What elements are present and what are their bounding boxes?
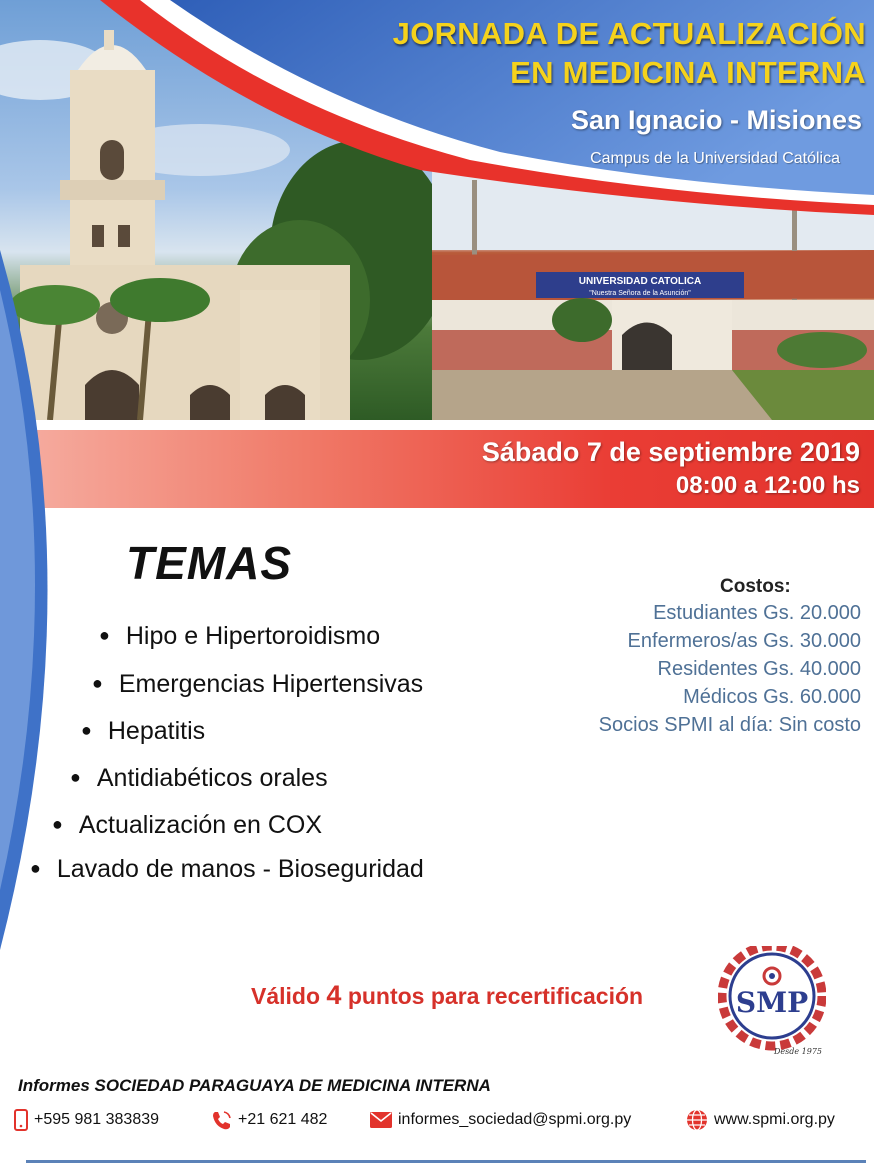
contact-phone [210,1108,327,1132]
event-title-line2: EN MEDICINA INTERNA [510,55,866,90]
topic-item: ● Lavado de manos - Bioseguridad [30,855,424,883]
event-title-line1: JORNADA DE ACTUALIZACIÓN [392,16,866,51]
cost-item: Residentes Gs. 40.000 [657,658,861,680]
recert-points: 4 [326,980,342,1010]
recertification-note [251,980,643,1011]
spmi-logo [718,946,826,1058]
globe-icon [686,1109,708,1131]
cost-item: Médicos Gs. 60.000 [683,686,861,708]
topic-item: ● Antidiabéticos orales [70,764,328,792]
contact-website [686,1108,835,1132]
topic-item: ● Hipo e Hipertoroidismo [99,622,381,650]
event-campus: Campus de la Universidad Católica [590,150,840,167]
recert-suffix: puntos para recertificación [347,983,644,1009]
mobile-phone-icon [14,1109,28,1131]
logo-letters: SMP [735,986,809,1019]
contact-email [370,1108,631,1132]
informes-line: Informes SOCIEDAD PARAGUAYA DE MEDICINA INTERNA [18,1076,491,1095]
topic-item: ● Emergencias Hipertensivas [92,670,424,698]
event-time: 08:00 a 12:00 hs [675,472,860,499]
university-sign-line1: UNIVERSIDAD CATOLICA [578,276,702,287]
university-sign-line2: "Nuestra Señora de la Asunción" [589,290,691,297]
event-location: San Ignacio - Misiones [570,105,862,135]
topic-item: ● Hepatitis [81,717,206,745]
topic-item: ● Actualización en COX [52,811,323,839]
cost-item: Socios SPMI al día: Sin costo [598,714,861,736]
recert-prefix: Válido [251,983,321,1009]
cost-item: Enfermeros/as Gs. 30.000 [627,630,861,652]
cost-item: Estudiantes Gs. 20.000 [653,602,861,624]
topics-heading: TEMAS [126,537,292,589]
phone-icon [210,1109,232,1131]
event-date: Sábado 7 de septiembre 2019 [481,437,860,467]
envelope-icon [370,1112,392,1128]
left-decorative-arc [0,250,90,950]
email-address[interactable]: informes_sociedad@spmi.org.py [398,1111,632,1128]
mobile-number: +595 981 383839 [34,1111,160,1128]
costs-heading: Costos: [720,576,791,597]
contact-mobile [14,1108,159,1132]
logo-since: Desde 1975 [773,1047,823,1056]
phone-number: +21 621 482 [238,1111,328,1128]
website-url[interactable]: www.spmi.org.py [714,1111,835,1128]
footer-divider [26,1160,866,1163]
